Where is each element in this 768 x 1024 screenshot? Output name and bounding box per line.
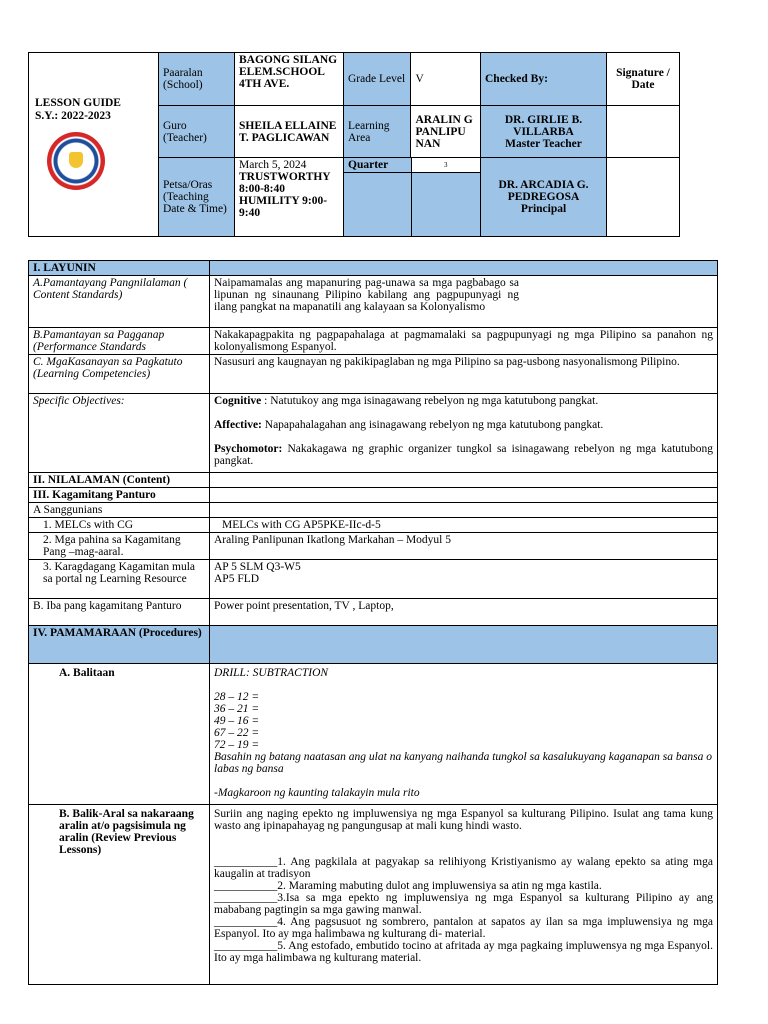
quarter-label: Quarter (344, 158, 411, 173)
drill-item: 36 – 21 = (214, 703, 260, 715)
grade-level-label: Grade Level (344, 53, 411, 106)
learning-area-value: ARALIN G PANLIPU NAN (411, 106, 481, 158)
teacher-name: SHEILA ELLAINE T. PAGLICAWAN (235, 106, 344, 158)
header-table (28, 52, 680, 237)
karagdagang-value-1: AP 5 SLM Q3-W5 (214, 561, 301, 573)
drill-item: 72 – 19 = (214, 739, 260, 751)
competencies-text: Nasusuri ang kaugnayan ng pakikipaglaban ng mga Pilipino sa pag-usbong nasyonalismong Pilipino. (210, 355, 718, 394)
guro-label: Guro (Teacher) (159, 106, 235, 158)
petsa-label: Petsa/Oras (Teaching Date & Time) (159, 158, 235, 237)
karagdagang-label: 3. Karagdagang Kagamitan mula sa portal ng Learning Resource (29, 560, 210, 599)
pamamaraan-heading: IV. PAMAMARAAN (Procedures) (29, 626, 210, 664)
deped-seal-icon (47, 132, 105, 190)
lesson-guide-cell (29, 53, 159, 237)
signature-cell-1 (607, 106, 680, 158)
specific-objectives-label: Specific Objectives: (29, 394, 210, 473)
drill-item: 49 – 16 = (214, 715, 260, 727)
drill-item: 28 – 12 = (214, 691, 260, 703)
specific-objectives-cell (210, 394, 718, 473)
karagdagang-value-2: AP5 FLD (214, 573, 260, 585)
teaching-date: March 5, 2024 (239, 159, 307, 171)
layunin-heading: I. LAYUNIN (29, 261, 210, 276)
checker2-cell (481, 158, 607, 237)
checker2-title: Principal (520, 202, 567, 215)
psychomotor-label: Psychomotor: (214, 443, 283, 455)
paaralan-label: Paaralan (School) (159, 53, 235, 106)
content-standards-text: Naipamamalas ang mapanuring pag-unawa sa mga pagbabago sa lipunan ng sinaunang Pilipino kabilang ang pagpupunyagi ng ilang pangkat na mapanatili ang kalayaan sa Kolonyalismo (214, 277, 519, 313)
balik-aral-item: ___________2. Maraming mabuting dulot ang impluwensiya sa atin ng mga kastila. (214, 880, 602, 892)
sanggunian-label: A Sanggunians (29, 503, 210, 518)
school-name: BAGONG SILANG ELEM.SCHOOL 4TH AVE. (235, 53, 344, 106)
nilalaman-heading: II. NILALAMAN (Content) (29, 473, 210, 488)
cognitive-objective: Cognitive : Natutukoy ang mga isinagawang rebelyon ng mga katutubong pangkat. (214, 395, 599, 407)
content-standards-label: A.Pamantayang Pangnilalaman ( Content Standards) (29, 276, 210, 328)
checker1-name: DR. GIRLIE B. VILLARBA (504, 113, 583, 138)
affective-label: Affective: (214, 419, 262, 431)
school-year: S.Y.: 2022-2023 (35, 110, 111, 122)
melcs-value: MELCs with CG AP5PKE-IIc-d-5 (210, 518, 718, 533)
psychomotor-objective: Psychomotor: Nakakagawa ng graphic organizer tungkol sa isinagawang rebelyon ng mga katutubong pangkat. (214, 443, 714, 467)
checker1-title: Master Teacher (505, 137, 582, 150)
basahin-text: Basahin ng batang naatasan ang ulat na kanyang naihanda tungkol sa kasalukuyang kaganapan sa bansa o labas ng bansa (214, 751, 712, 775)
competencies-label: C. MgaKasanayan sa Pagkatuto (Learning Competencies) (29, 355, 210, 394)
balik-aral-item: ___________3.Isa sa mga epekto ng impluwensiya ng mga Espanyol sa kulturang Pilipino ay ang mababang pagtingin sa mga gawing manwal. (214, 892, 713, 916)
balik-aral-intro: Suriin ang naging epekto ng impluwensiya ng mga Espanyol sa kulturang Pilipino. Isulat ang tama kung wasto ang ipinapahayag ng pangungusap at mali kung hindi wasto. (214, 808, 713, 832)
performance-standards-label: B.Pamantayan sa Pagganap (Performance Standards (29, 328, 210, 355)
checked-by-label: Checked By: (481, 53, 607, 106)
section-trustworthy: TRUSTWORTHY 8:00-8:40 (239, 171, 331, 195)
balik-aral-label: B. Balik-Aral sa nakaraang aralin at/o pagsisimula ng aralin (Review Previous Lessons) (29, 805, 210, 985)
iba-label: B. Iba pang kagamitang Panturo (29, 599, 210, 626)
balik-aral-cell (210, 805, 718, 985)
quarter-cell (344, 158, 481, 237)
performance-standards-text: Nakakapagpakita ng pagpapahalaga at pagmamalaki sa pagpupunyagi ng mga Pilipino sa panahon ng kolonyalismong Espanyol. (210, 328, 718, 355)
signature-cell-2 (607, 158, 680, 237)
date-time-cell (235, 158, 344, 237)
grade-level-value: V (411, 53, 481, 106)
drill-item: 67 – 22 = (214, 727, 260, 739)
learning-area-label: Learning Area (344, 106, 411, 158)
balik-aral-item: ___________1. Ang pagkilala at pagyakap sa relihiyong Kristiyanismo ay walang epekto sa ating mga kaugalin at tradisyon (214, 856, 713, 880)
lesson-table (28, 260, 718, 985)
balitaan-label: A. Balitaan (29, 664, 210, 805)
balik-aral-item: ___________4. Ang pagsusuot ng sombrero, pantalon at sapatos ay ilan sa mga impluwensiya ng mga Espanyol. Ito ay mga halimbawa ng kulturang di- material. (214, 916, 713, 940)
drill-title: DRILL: SUBTRACTION (214, 667, 329, 679)
section-humility: HUMILITY 9:00-9:40 (239, 195, 328, 219)
lesson-guide-title: LESSON GUIDE (35, 97, 121, 109)
checker1-cell (481, 106, 607, 158)
quarter-value: 3 (411, 158, 480, 173)
kagamitan-heading: III. Kagamitang Panturo (29, 488, 210, 503)
affective-objective: Affective: Napapahalagahan ang isinagawang rebelyon ng mga katutubong pangkat. (214, 419, 604, 431)
balik-aral-item: ___________5. Ang estofado, embutido tocino at afritada ay mga pagkaing impluwensya ng mga Espanyol. Ito ay mga halimbawa ng kulturang material. (214, 940, 713, 964)
pahina-label: 2. Mga pahina sa Kagamitang Pang –mag-aaral. (29, 533, 210, 560)
magkaroon-text: -Magkaroon ng kaunting talakayin mula rito (214, 787, 420, 799)
pahina-value: Araling Panlipunan Ikatlong Markahan – Modyul 5 (210, 533, 718, 560)
cognitive-label: Cognitive (214, 395, 262, 407)
balitaan-cell (210, 664, 718, 805)
signature-label: Signature / Date (607, 53, 680, 106)
iba-value: Power point presentation, TV , Laptop, (210, 599, 718, 626)
melcs-label: 1. MELCs with CG (29, 518, 210, 533)
karagdagang-cell (210, 560, 718, 599)
checker2-name: DR. ARCADIA G. PEDREGOSA (498, 178, 589, 203)
